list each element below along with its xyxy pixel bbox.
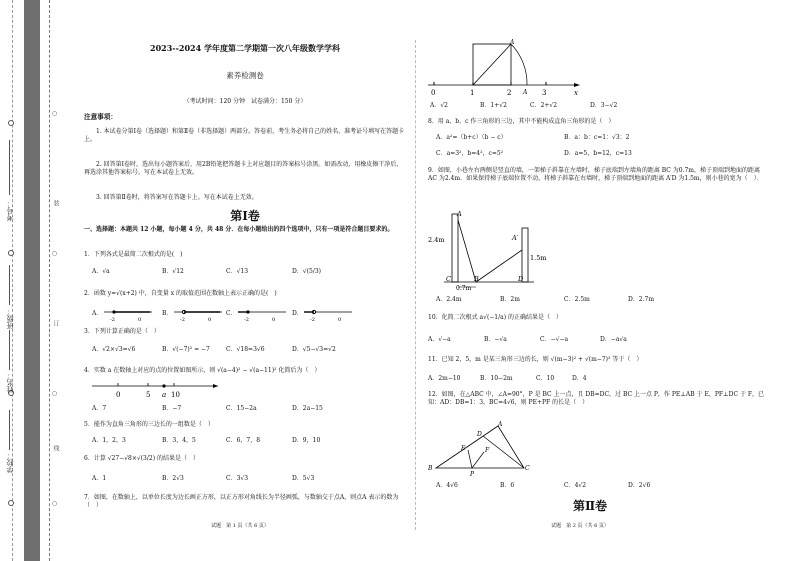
q12-label-F: F [485, 447, 490, 454]
binding-word: ○ [51, 500, 58, 507]
q7-label-1: 1 [470, 89, 475, 97]
q9-stem: 9．如图，小巷左右两侧是竖直的墙，一架梯子斜靠在左墙时，梯子底端到左墙角的距离 BC 为0.7m，梯子顶端到地面的距离 AC 为2.4m．如果保持梯子底端位置不动，将梯子斜靠在右墙时，梯子顶端到地面的距离 A′D 为1.5m，则小巷的宽为（ ）． [428, 167, 763, 182]
class-label: 班级： [6, 308, 14, 329]
part1-title: 第Ⅰ卷 [230, 209, 260, 223]
q7-label-A-axis: A [523, 89, 528, 96]
q2-numberline-b [174, 310, 222, 322]
q7-label-A-top: A [510, 39, 515, 46]
q9-label-C: C [446, 275, 451, 283]
q12-option-b[interactable]: B．6 [500, 482, 515, 489]
binding-strip [0, 0, 60, 561]
q12-label-B: B [428, 465, 433, 472]
q5-option-a[interactable]: A．1，2，3 [92, 437, 126, 444]
q12-label-E: E [461, 445, 466, 452]
part2-title: 第Ⅱ卷 [572, 499, 608, 513]
q5-option-d[interactable]: D．9，10 [292, 437, 321, 444]
q1-option-c[interactable]: C．√13 [226, 268, 249, 275]
q7-stem: 7．如图，在数轴上，以单位长度为边长画正方形，以正方形对角线长为半径画弧，与数轴交于点A，则点A 表示的数为（ ） [84, 494, 399, 509]
number-field-line[interactable] [9, 140, 10, 195]
page-divider [415, 40, 416, 530]
q1-option-b[interactable]: B．√12 [162, 268, 184, 275]
q12-option-d[interactable]: D．2√6 [628, 482, 651, 489]
q7-figure [428, 38, 588, 98]
circle-icon [8, 500, 14, 506]
circle-icon [8, 120, 14, 126]
q2-option-d[interactable]: D． [292, 310, 303, 317]
dashed-line-outer [12, 0, 13, 561]
footer-left: 试题 第 1 页（共 6 页） [211, 523, 269, 529]
q1-stem: 1．下列各式是最简二次根式的是( ) [84, 251, 183, 258]
q7-label-x: x [574, 89, 578, 97]
q9-label-A-prime: A′ [512, 234, 519, 242]
q4-label-5: 5 [146, 391, 151, 399]
svg-text:-2: -2 [310, 317, 315, 322]
svg-text:-2: -2 [244, 317, 249, 322]
q10-option-d[interactable]: D．−a√a [600, 336, 627, 343]
q9-option-d[interactable]: D．2.7m [628, 296, 655, 303]
q10-option-b[interactable]: B．−√a [484, 336, 507, 343]
q8-stem: 8．用 a、b、c 作三角形的三边，其中不能构成直角三角形的是（ ） [428, 118, 615, 125]
q5-option-b[interactable]: B．3，4，5 [162, 437, 196, 444]
svg-text:-2: -2 [180, 317, 185, 322]
svg-text:-2: -2 [110, 317, 115, 322]
q6-option-d[interactable]: D．5√3 [292, 475, 315, 482]
svg-text:0: 0 [338, 317, 342, 322]
q8-option-a[interactable]: A．a²=（b+c）（b − c） [436, 134, 507, 141]
q12-label-D: D [477, 431, 482, 438]
q11-option-d[interactable]: D．4 [572, 375, 587, 382]
grey-binding-bar [24, 0, 40, 561]
note-item-3: 3. 回答第Ⅱ卷时，将答案写在答题卡上。写在本试卷上无效。 [96, 194, 258, 201]
q8-option-b[interactable]: B．a：b：c=1：√3：2 [564, 134, 630, 141]
q12-figure [428, 418, 538, 478]
q6-option-a[interactable]: A．1 [92, 475, 107, 482]
svg-text:0: 0 [272, 317, 276, 322]
q11-option-b[interactable]: B．10−2m [480, 375, 513, 382]
q12-label-C: C [525, 465, 530, 472]
dashed-line-inner [49, 0, 50, 561]
q9-label-D: D [518, 275, 524, 283]
q7-option-d[interactable]: D．3−√2 [590, 102, 618, 109]
q8-option-d[interactable]: D．a=5，b=12，c=13 [564, 150, 632, 157]
q7-option-a[interactable]: A．√2 [430, 102, 448, 109]
q9-figure [428, 208, 548, 290]
q4-label-a: a [162, 391, 167, 399]
note-item-2: 2. 回答第Ⅰ卷时，选出每小题答案后，用2B铅笔把答题卡上对应题目的答案标号涂黑。如需改动，用橡皮擦干净后，再选涂其他答案标号。写在本试卷上无效。 [84, 161, 403, 176]
q11-option-c[interactable]: C．10 [536, 375, 555, 382]
q2-option-b[interactable]: B． [162, 310, 173, 317]
q2-numberline-c [238, 310, 286, 322]
part1-instruction: 一、选择题：本题共 12 小题，每小题 4 分，共 48 分．在每小题给出的四个选项中，只有一项是符合题目要求的。 [84, 226, 394, 233]
q1-option-d[interactable]: D．√(5/3) [292, 268, 321, 275]
q10-stem: 10．化简二次根式 a√(−1/a) 的正确结果是（ ） [428, 314, 562, 321]
exam-subtitle: 素养检测卷 [226, 71, 264, 80]
q7-label-2: 2 [507, 89, 512, 97]
school-field-line[interactable] [9, 410, 10, 450]
binding-word: ○ [51, 250, 58, 257]
binding-word: 装 [52, 200, 59, 206]
q9-option-c[interactable]: C．2.5m [564, 296, 590, 303]
binding-word: ○ [51, 390, 58, 397]
q4-option-d[interactable]: D．2a−15 [292, 405, 323, 412]
q10-option-c[interactable]: C．−√−a [540, 336, 569, 343]
q5-stem: 5．能作为直角三角形的三边长的一组数是（ ） [84, 421, 214, 428]
q3-option-c[interactable]: C．√18=3√6 [226, 346, 265, 353]
q6-stem: 6．计算 √27−√8×√(3/2) 的结果是（ ） [84, 455, 199, 462]
q12-option-c[interactable]: C．4√2 [564, 482, 587, 489]
q7-option-b[interactable]: B．1+√2 [480, 102, 507, 109]
svg-text:0: 0 [138, 317, 142, 322]
note-item-1: 1. 本试卷分第Ⅰ卷（选择题）和第Ⅱ卷（非选择题）两部分。答卷前，考生务必将自己的姓名、准考证号填写在答题卡上。 [84, 128, 405, 143]
time-info: （考试时间：120 分钟 试卷满分：150 分） [183, 98, 307, 105]
q9-option-a[interactable]: A．2.4m [436, 296, 462, 303]
q7-label-3: 3 [542, 89, 547, 97]
q4-option-b[interactable]: B．−7 [162, 405, 182, 412]
q12-option-a[interactable]: A．4√6 [436, 482, 458, 489]
name-label: 姓名： [6, 372, 14, 393]
q4-option-c[interactable]: C．15−2a [226, 405, 257, 412]
q5-option-c[interactable]: C．6，7，8 [226, 437, 261, 444]
q4-stem: 4．实数 a 在数轴上对应的点的位置如图所示，则 √(a−4)² − √(a−11)² 化简后为（ ） [84, 367, 321, 374]
binding-word: ○ [51, 110, 58, 117]
q7-label-0: 0 [431, 89, 436, 97]
q9-label-B: B [474, 275, 479, 283]
q2-stem: 2．函数 y=√(x+2) 中，自变量 x 的取值范围在数轴上表示正确的是( ) [84, 290, 277, 297]
q4-numberline [92, 380, 222, 400]
q9-label-A: A [457, 210, 462, 218]
q9-label-1.5m: 1.5m [530, 254, 547, 262]
binding-word: 订 [52, 320, 59, 326]
q9-label-2.4m: 2.4m [428, 236, 445, 244]
q1-option-a[interactable]: A．√a [92, 268, 110, 275]
q11-stem: 11．已知 2，5，m 是某三角形三边的长，则 √(m−3)² + √(m−7)² 等于（ ） [428, 356, 643, 363]
school-label: 学校： [6, 452, 14, 473]
class-field-line[interactable] [9, 265, 10, 305]
circle-icon [8, 250, 14, 256]
q2-numberline-a [104, 310, 152, 322]
footer-right: 试题 第 2 页（共 6 页） [551, 523, 609, 529]
q9-option-b[interactable]: B．2m [500, 296, 520, 303]
q2-numberline-d [304, 310, 352, 322]
q4-label-10: 10 [171, 391, 180, 399]
q2-numberline-figures [104, 304, 404, 322]
q11-option-a[interactable]: A．2m−10 [428, 375, 461, 382]
exam-title: 2023--2024 学年度第二学期第一次八年级数学学科 [150, 43, 340, 53]
svg-text:0: 0 [208, 317, 212, 322]
q2-option-c[interactable]: C． [226, 310, 237, 317]
q6-option-b[interactable]: B．2√3 [162, 475, 184, 482]
q3-option-a[interactable]: A．√2×√3=√6 [92, 346, 136, 353]
notes-heading: 注意事项： [84, 113, 117, 121]
q10-option-a[interactable]: A．√−a [428, 336, 451, 343]
binding-word: 线 [52, 445, 59, 451]
q3-option-d[interactable]: D．√5−√3=√2 [292, 346, 336, 353]
q8-option-c[interactable]: C．a=3²，b=4²，c=5² [436, 150, 504, 157]
q2-option-a[interactable]: A． [92, 310, 103, 317]
q7-option-c[interactable]: C．2+√2 [530, 102, 558, 109]
q4-label-0: 0 [116, 391, 121, 399]
number-label: 考号： [6, 200, 14, 221]
q12-label-A: A [498, 421, 503, 428]
q3-stem: 3．下列计算正确的是（ ） [84, 328, 160, 335]
q4-option-a[interactable]: A．7 [92, 405, 107, 412]
q12-label-P: P [470, 471, 475, 478]
q6-option-c[interactable]: C．3√3 [226, 475, 249, 482]
q9-label-0.7m: 0.7m [456, 285, 472, 290]
name-field-line[interactable] [9, 330, 10, 370]
q3-option-b[interactable]: B．√(−7)² = −7 [162, 346, 210, 353]
q12-stem: 12．如图，在△ABC 中，∠A=90°，P 是 BC 上一点，且 DB=DC，过 BC 上一点 P，作 PE⊥AB 于 E，PF⊥DC 于 F，已知：AD：DB=1：3，BC=4√6，则 PE+PF 的长是（ ） [428, 391, 765, 406]
